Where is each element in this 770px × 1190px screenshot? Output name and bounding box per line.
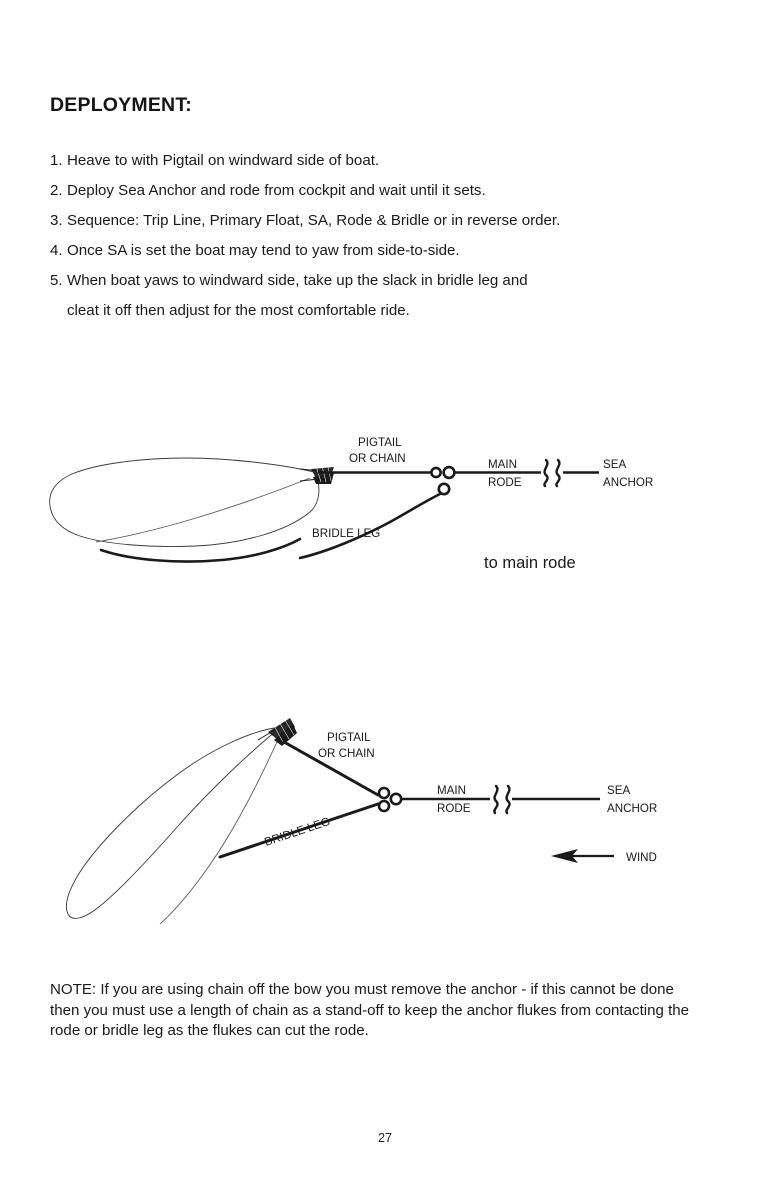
- boat-stern-line: [101, 539, 300, 562]
- label-main-rode-line2: RODE: [437, 802, 471, 815]
- page-number: 27: [377, 1131, 392, 1145]
- label-pigtail-line1: PIGTAIL: [358, 436, 402, 449]
- label-pigtail-line1: PIGTAIL: [327, 731, 371, 744]
- label-wind: WIND: [626, 851, 657, 864]
- diagram-boat-centered: [0, 420, 770, 590]
- label-main-rode-line2: RODE: [488, 476, 522, 489]
- rode-break-symbol: [494, 786, 509, 813]
- shackle-rings: [379, 788, 401, 811]
- label-bridle-leg: BRIDLE LEG: [262, 814, 332, 849]
- bow-anchor-fitting-icon: [300, 466, 334, 484]
- list-item: [50, 208, 740, 234]
- label-sea-anchor-line1: SEA: [607, 784, 631, 797]
- wind-arrow-icon: [551, 849, 614, 863]
- list-item-number: 1.: [50, 152, 63, 169]
- label-pigtail-line2: OR CHAIN: [318, 747, 375, 760]
- label-pigtail-line2: OR CHAIN: [349, 452, 406, 465]
- list-item-number: 5.: [50, 272, 63, 289]
- deployment-steps-list: [50, 148, 740, 324]
- label-sea-anchor-line1: SEA: [603, 458, 627, 471]
- label-main-rode-line1: MAIN: [488, 458, 517, 471]
- list-item-text: Once SA is set the boat may tend to yaw from side-to-side.: [67, 242, 460, 259]
- boat-hull-outline: [66, 727, 281, 918]
- boat-deck-line: [160, 733, 281, 924]
- list-item: [50, 178, 740, 204]
- list-item: [50, 238, 740, 264]
- list-item-text: Sequence: Trip Line, Primary Float, SA, Rode & Bridle or in reverse order.: [67, 212, 561, 229]
- boat-deck-line: [96, 478, 310, 542]
- caption-to-main-rode: to main rode: [484, 554, 576, 572]
- label-sea-anchor-line2: ANCHOR: [607, 802, 658, 815]
- list-item-text: When boat yaws to windward side, take up the slack in bridle leg and: [67, 272, 528, 289]
- shackle-rings: [431, 467, 454, 494]
- list-item: [50, 268, 740, 294]
- label-bridle-leg: BRIDLE LEG: [312, 527, 381, 540]
- label-sea-anchor-line2: ANCHOR: [603, 476, 654, 489]
- bridle-leg-line: [300, 494, 440, 558]
- list-item-text: Heave to with Pigtail on windward side of boat.: [67, 152, 380, 169]
- list-item-number: 4.: [50, 242, 63, 259]
- diagram-boat-yawed: [0, 700, 770, 940]
- boat-hull-outline: [50, 458, 319, 547]
- rode-break-symbol: [544, 460, 559, 486]
- list-item-number: 3.: [50, 212, 63, 229]
- label-main-rode-line1: MAIN: [437, 784, 466, 797]
- page-title: DEPLOYMENT:: [50, 94, 192, 116]
- list-item-text: Deploy Sea Anchor and rode from cockpit and wait until it sets.: [67, 182, 486, 199]
- list-item: [50, 148, 740, 174]
- list-item-number: 2.: [50, 182, 63, 199]
- list-item-continuation: cleat it off then adjust for the most comfortable ride.: [67, 302, 410, 319]
- note-paragraph: NOTE: If you are using chain off the bow you must remove the anchor - if this cannot be done then you must use a length of chain as a stand-off to keep the anchor flukes from contacting the rode or bridle leg as the flukes can cut the rode.: [50, 981, 690, 1040]
